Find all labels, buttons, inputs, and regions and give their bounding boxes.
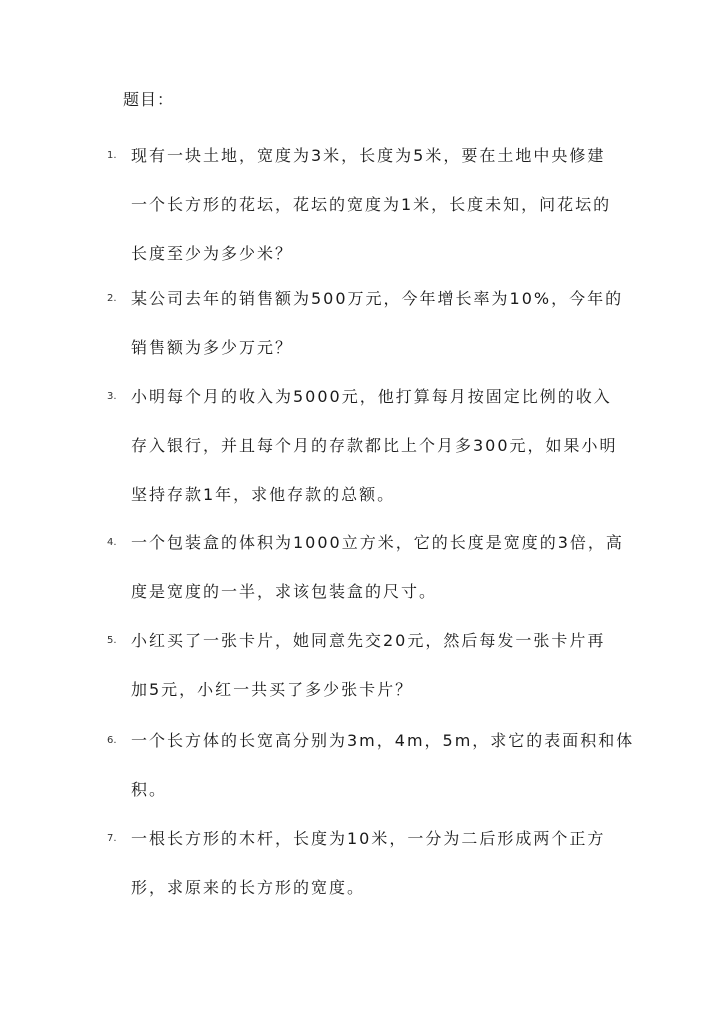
question-number: 4. <box>107 537 117 548</box>
section-heading: 题目： <box>123 90 175 109</box>
question-line: 坚持存款1年，求他存款的总额。 <box>131 485 396 504</box>
question-line: 一个包装盒的体积为1000立方米，它的长度是宽度的3倍，高 <box>131 533 624 552</box>
question-number: 6. <box>107 735 117 746</box>
question-text <box>131 372 641 519</box>
question-number: 3. <box>107 391 117 402</box>
question-text <box>131 716 641 814</box>
question-text <box>131 518 641 616</box>
question-line: 存入银行，并且每个月的存款都比上个月多300元，如果小明 <box>131 436 618 455</box>
question-text <box>131 814 641 912</box>
question-line: 加5元，小红一共买了多少张卡片？ <box>131 680 414 699</box>
question-line: 小红买了一张卡片，她同意先交20元，然后每发一张卡片再 <box>131 631 606 650</box>
question-line: 长度至少为多少米？ <box>131 244 294 263</box>
question-line: 现有一块土地，宽度为3米，长度为5米，要在土地中央修建 <box>131 146 606 165</box>
question-line: 一根长方形的木杆，长度为10米，一分为二后形成两个正方 <box>131 829 606 848</box>
question-line: 形，求原来的长方形的宽度。 <box>131 878 366 897</box>
question-number: 1. <box>107 150 117 161</box>
question-line: 销售额为多少万元？ <box>131 338 294 357</box>
question-text <box>131 616 641 714</box>
question-number: 7. <box>107 833 117 844</box>
question-line: 某公司去年的销售额为500万元，今年增长率为10%，今年的 <box>131 289 624 308</box>
question-line: 度是宽度的一半，求该包装盒的尺寸。 <box>131 582 438 601</box>
question-line: 小明每个月的收入为5000元，他打算每月按固定比例的收入 <box>131 387 612 406</box>
question-line: 一个长方体的长宽高分别为3m，4m，5m，求它的表面积和体 <box>131 731 635 750</box>
question-text <box>131 274 641 372</box>
question-line: 积。 <box>131 780 168 799</box>
question-number: 5. <box>107 635 117 646</box>
question-line: 一个长方形的花坛，花坛的宽度为1米，长度未知，问花坛的 <box>131 195 612 214</box>
question-text <box>131 131 641 278</box>
question-number: 2. <box>107 293 117 304</box>
